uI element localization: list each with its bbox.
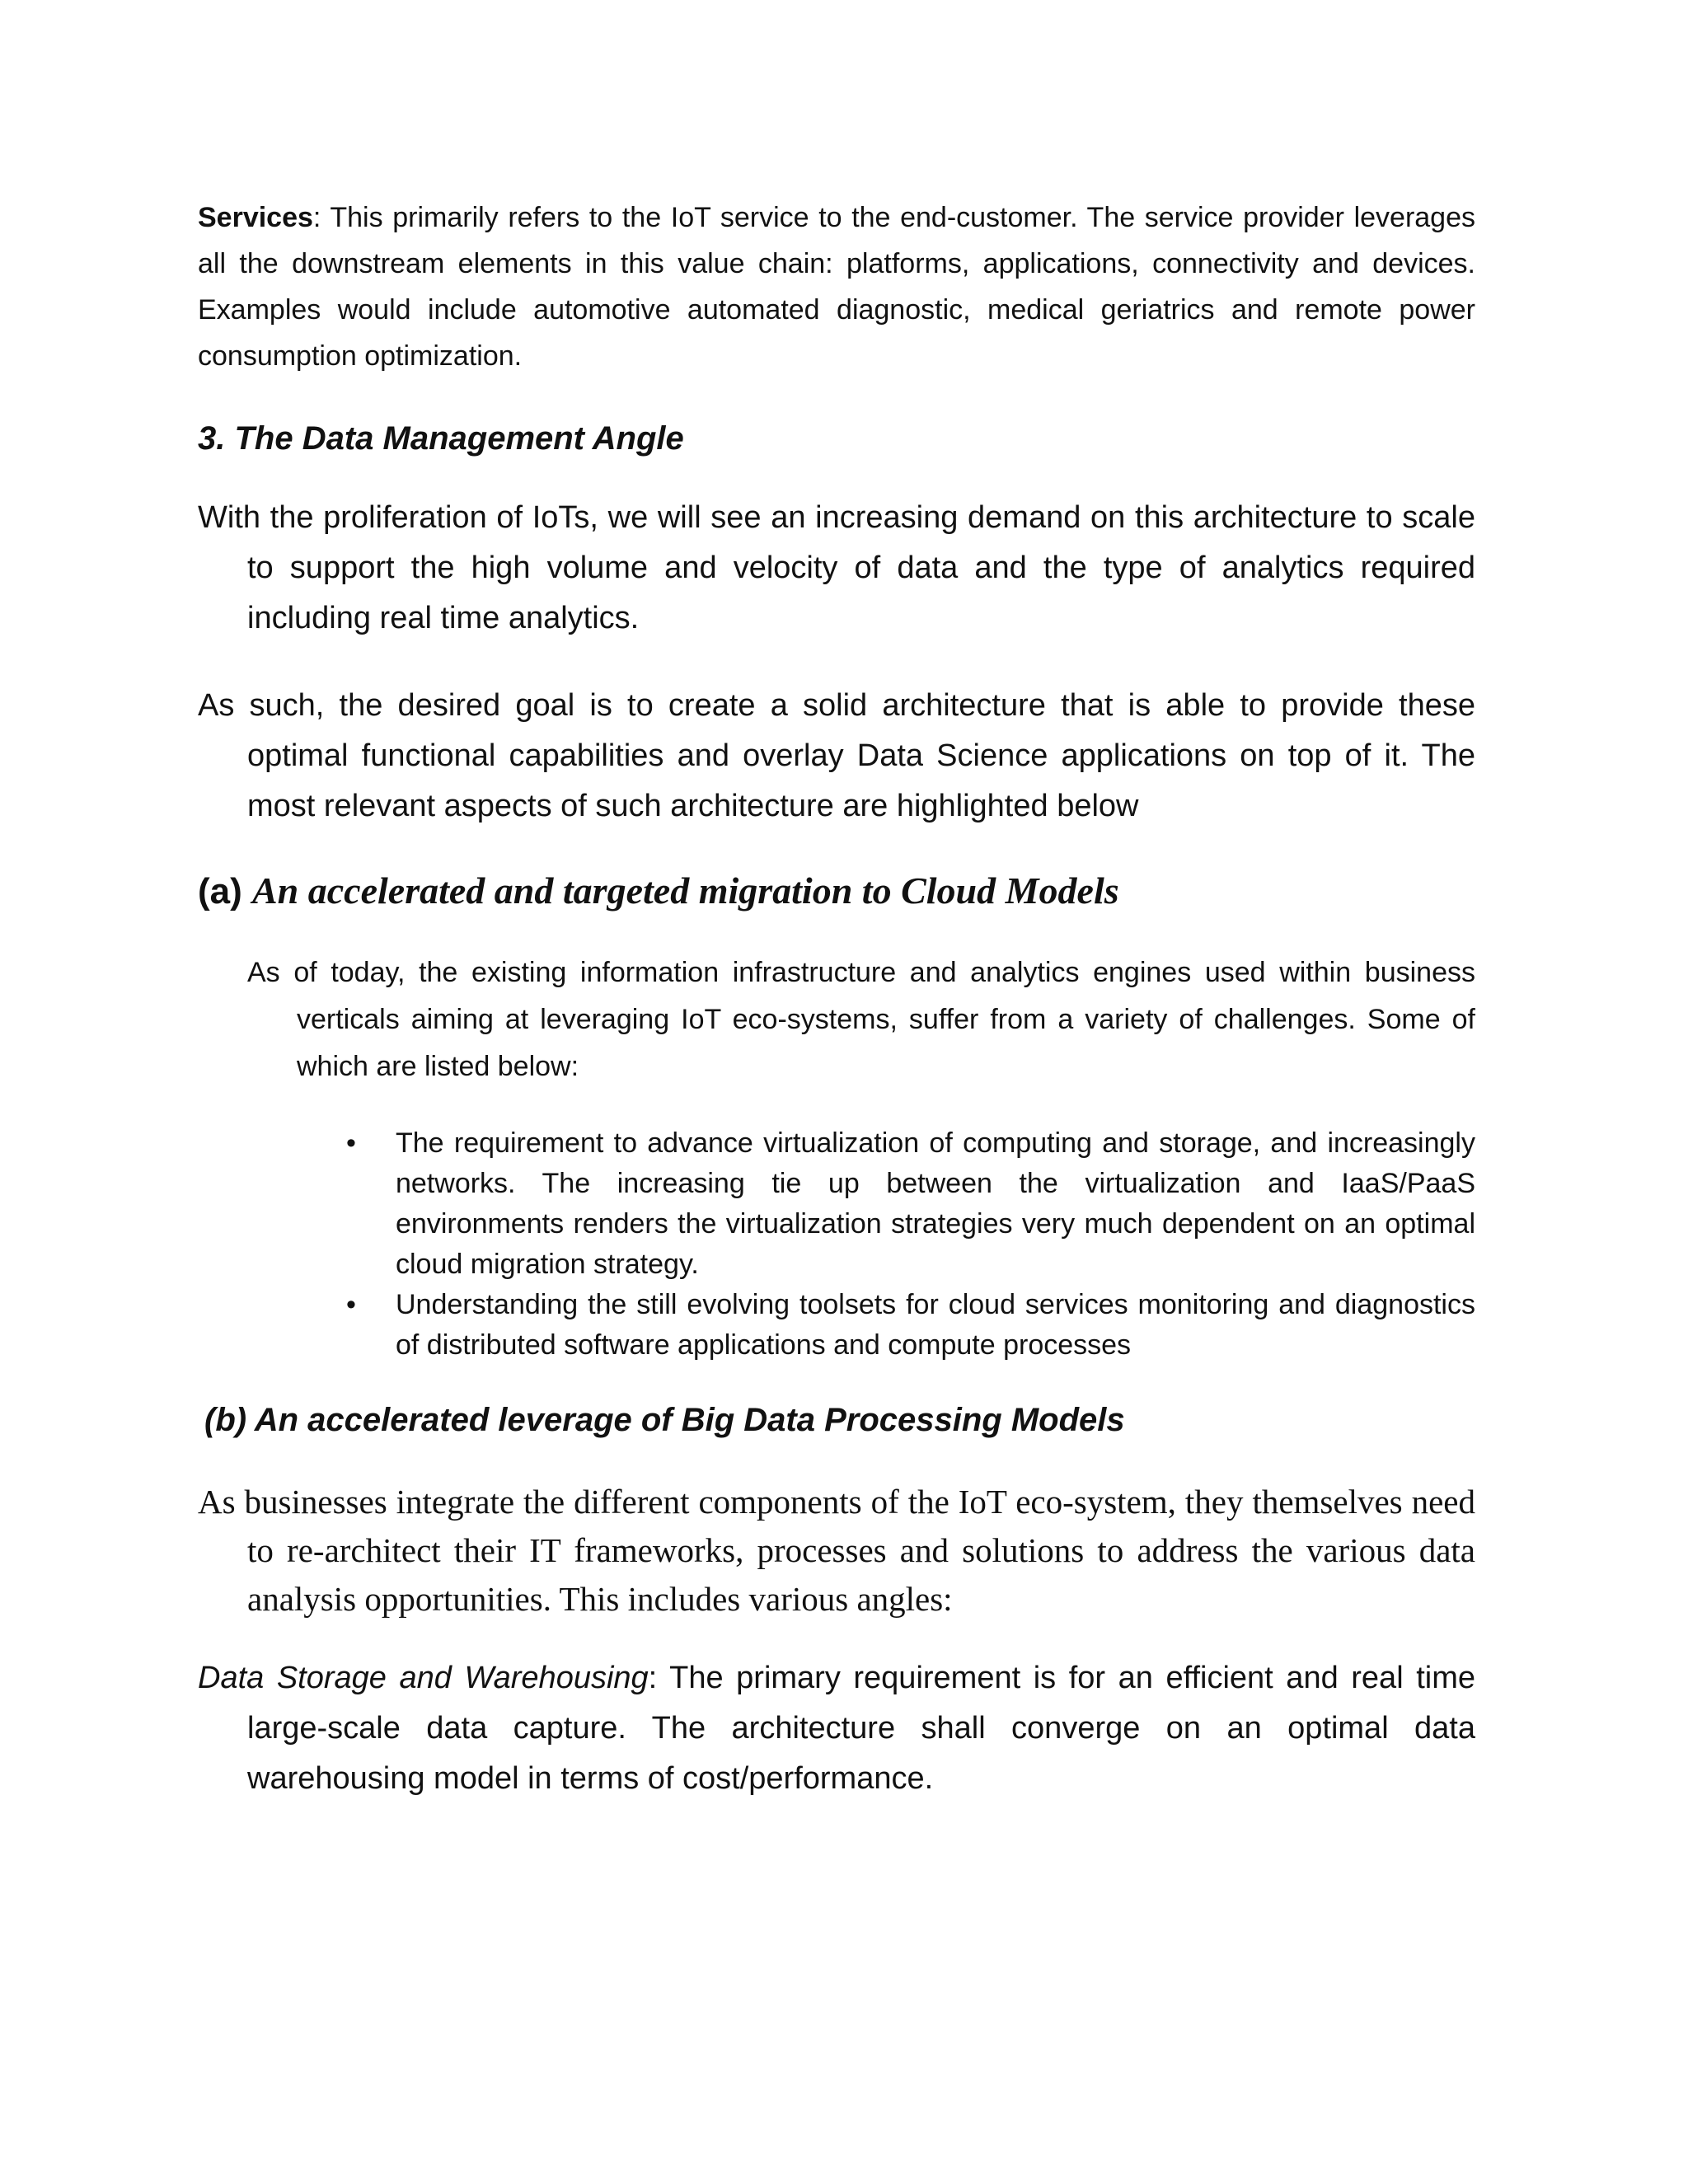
list-item bbox=[346, 1123, 1475, 1285]
bullet-icon: • bbox=[346, 1289, 356, 1320]
section-3-paragraph-2: As such, the desired goal is to create a solid architecture that is able to provide these optimal functional capabilities and overlay Data Science applications on top of it. The most relevant aspects of such architecture are highlighted below bbox=[198, 688, 1475, 823]
subsection-a-title: An accelerated and targeted migration to Cloud Models bbox=[252, 869, 1119, 912]
data-storage-text: : The primary requirement is for an efficient and real time large-scale data capture. The architecture shall converge on an optimal data warehousing model in terms of cost/performance. bbox=[247, 1661, 1475, 1796]
data-storage-paragraph bbox=[198, 1653, 1475, 1804]
subsection-b-paragraph: As businesses integrate the different components of the IoT eco-system, they themselves need to re-architect their IT frameworks, processes and solutions to address the various data analysis opportunities. This includes various angles: bbox=[198, 1483, 1475, 1618]
challenges-list bbox=[198, 1123, 1475, 1366]
subsection-a-intro: As of today, the existing information infrastructure and analytics engines used within business verticals aiming at leveraging IoT eco-systems, suffer from a variety of challenges. Some of which are listed below: bbox=[247, 957, 1475, 1082]
section-3-heading: 3. The Data Management Angle bbox=[198, 420, 684, 457]
subsection-b-heading: (b) An accelerated leverage of Big Data Processing Models bbox=[204, 1402, 1125, 1438]
list-item bbox=[346, 1285, 1475, 1366]
services-paragraph bbox=[198, 194, 1475, 379]
list-item-text: Understanding the still evolving toolsets for cloud services monitoring and diagnostics of distributed software applications and compute processes bbox=[396, 1289, 1475, 1361]
services-term: Services bbox=[198, 202, 313, 233]
bullet-icon: • bbox=[346, 1127, 356, 1159]
document-page bbox=[198, 194, 1475, 1804]
data-storage-term: Data Storage and Warehousing bbox=[198, 1661, 649, 1695]
subsection-a-heading bbox=[198, 865, 1475, 918]
section-3-paragraph-1: With the proliferation of IoTs, we will see an increasing demand on this architecture to scale to support the high volume and velocity of data and the type of analytics required including real time analytics. bbox=[198, 500, 1475, 635]
list-item-text: The requirement to advance virtualization of computing and storage, and increasingly networks. The increasing tie up between the virtualization and IaaS/PaaS environments renders the virtualization strategies very much dependent on an optimal cloud migration strategy. bbox=[396, 1127, 1475, 1280]
subsection-a-label: (a) bbox=[198, 871, 252, 912]
services-text: : This primarily refers to the IoT service to the end-customer. The service provider leverages all the downstream elements in this value chain: platforms, applications, connectivity and devices. Examples would include automotive automated diagnostic, medical geriatrics and remote power consumption optimization. bbox=[198, 202, 1475, 372]
